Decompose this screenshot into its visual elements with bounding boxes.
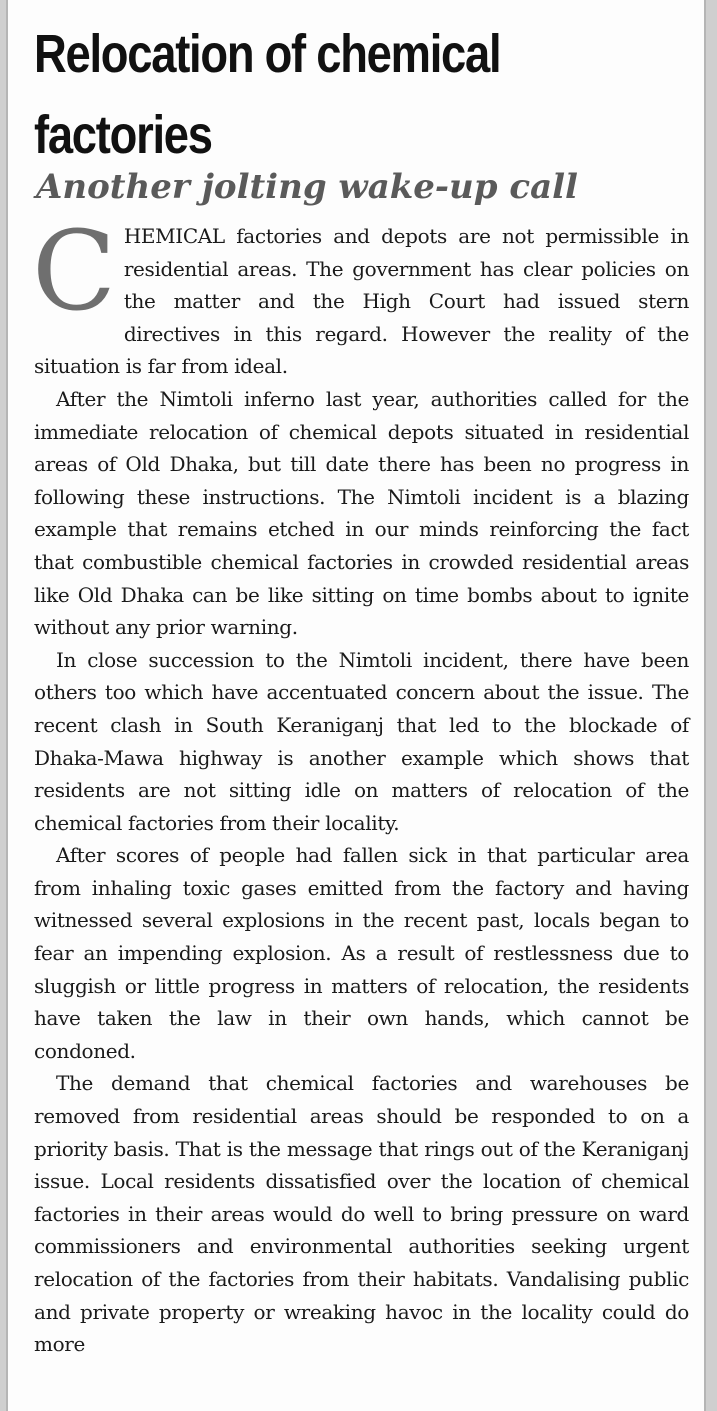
paragraph: After the Nimtoli inferno last year, authorities called for the immediate relocation of chemical depots situated in residential areas of Old Dhaka, but till date there has been no progress in following these instructions. The Nimtoli incident is a blazing example that remains etched in our minds reinforcing the fact that combustible chemical factories in crowded residential areas like Old Dhaka can be like sitting on time bombs about to ignite without any prior warning. xyxy=(34,386,689,640)
paragraph: The demand that chemical factories and warehouses be removed from residential areas should be responded to on a priority basis. That is the message that rings out of the Keraniganj issue. Local residents dissatisfied over the location of chemical factories in their areas would do well to bring pressure on ward commissioners and environmental authorities seeking urgent relocation of the factories from their habitats. Vandalising public and private property or wreaking havoc in the locality could do more xyxy=(34,1071,689,1357)
headline: Relocation of chemical factories xyxy=(34,24,501,165)
paragraph: In close succession to the Nimtoli incident, there have been others too which have accentuated concern about the issue. The recent clash in South Keraniganj that led to the blockade of Dhaka-Mawa highway is another example which shows that residents are not sitting idle on matters of relocation of the chemical factories from their locality. xyxy=(34,647,689,835)
paragraph-text: HEMICAL factories and depots are not permissible in residential areas. The government has clear policies on the matter and the High Court had issued stern directives in this regard. However the reality of the situation is far from ideal. xyxy=(34,224,689,379)
paragraph: After scores of people had fallen sick in that particular area from inhaling toxic gases emitted from the factory and having witnessed several explosions in the recent past, locals began to fear an impending explosion. As a result of restlessness due to sluggish or little progress in matters of relocation, the residents have taken the law in their own hands, which cannot be condoned. xyxy=(34,843,689,1063)
article-body xyxy=(32,207,689,1361)
paragraph xyxy=(32,207,689,383)
newspaper-column xyxy=(6,0,706,1411)
subheadline: Another jolting wake-up call xyxy=(36,167,578,207)
drop-cap: C xyxy=(32,207,116,335)
